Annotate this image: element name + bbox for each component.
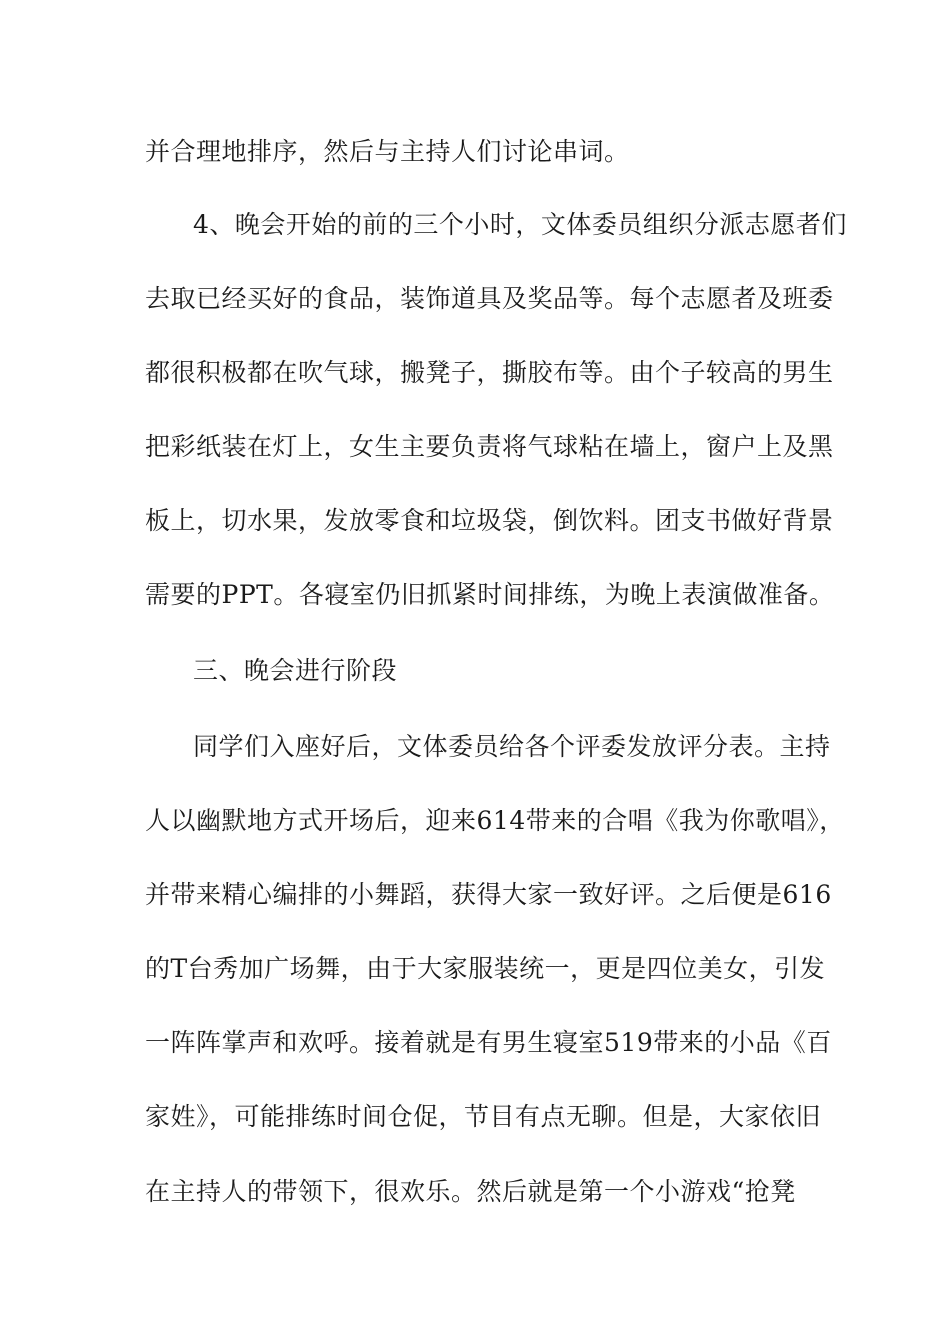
text-line: 一阵阵掌声和欢呼。接着就是有男生寝室519带来的小品《百 bbox=[145, 1028, 832, 1057]
text-line: 需要的PPT。各寝室仍旧抓紧时间排练，为晚上表演做准备。 bbox=[145, 580, 835, 609]
text-line: 去取已经买好的食品，装饰道具及奖品等。每个志愿者及班委 bbox=[145, 284, 834, 313]
text-line: 4、晚会开始的前的三个小时，文体委员组织分派志愿者们 bbox=[193, 210, 847, 239]
section-heading: 三、晚会进行阶段 bbox=[193, 656, 398, 685]
text-line: 的T台秀加广场舞，由于大家服装统一，更是四位美女，引发 bbox=[145, 954, 826, 983]
text-line: 板上，切水果，发放零食和垃圾袋，倒饮料。团支书做好背景 bbox=[145, 506, 834, 535]
text-line: 并带来精心编排的小舞蹈，获得大家一致好评。之后便是616 bbox=[145, 880, 832, 909]
text-line: 人以幽默地方式开场后，迎来614带来的合唱《我为你歌唱》， bbox=[145, 806, 845, 835]
text-line: 家姓》，可能排练时间仓促，节目有点无聊。但是，大家依旧 bbox=[145, 1102, 822, 1131]
text-line: 在主持人的带领下，很欢乐。然后就是第一个小游戏“抢凳 bbox=[145, 1177, 796, 1206]
text-line: 并合理地排序，然后与主持人们讨论串词。 bbox=[145, 137, 630, 166]
text-line: 同学们入座好后，文体委员给各个评委发放评分表。主持 bbox=[193, 732, 831, 761]
text-line: 都很积极都在吹气球，搬凳子，撕胶布等。由个子较高的男生 bbox=[145, 358, 834, 387]
text-line: 把彩纸装在灯上，女生主要负责将气球粘在墙上，窗户上及黑 bbox=[145, 432, 834, 461]
